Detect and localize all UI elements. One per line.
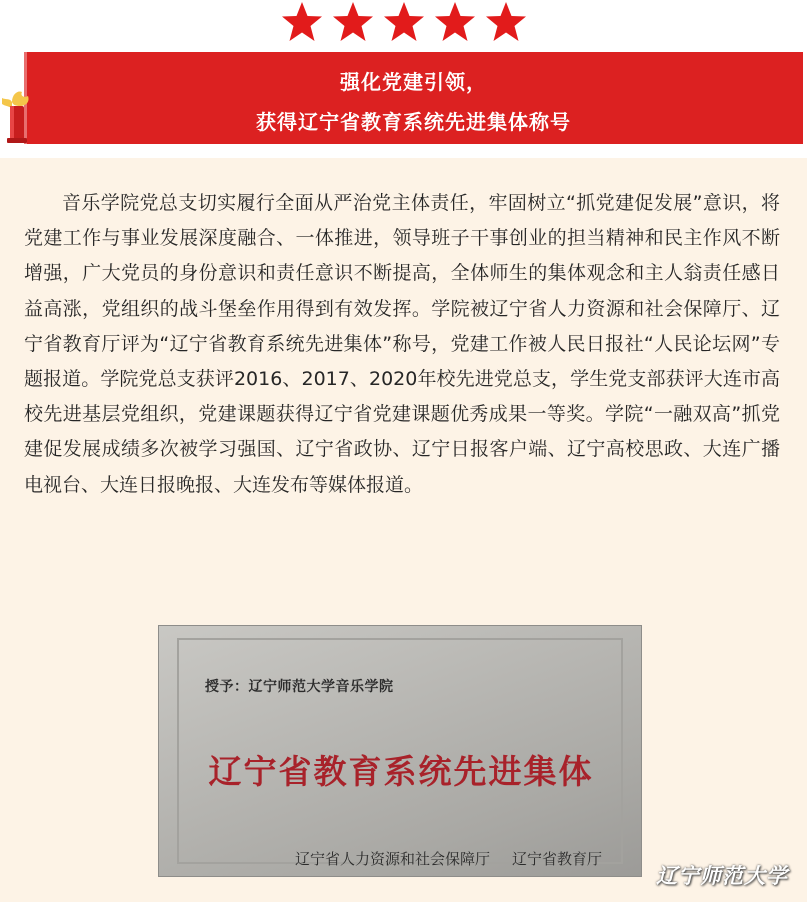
certificate-issuers [295, 848, 624, 869]
banner-title-line2: 获得辽宁省教育系统先进集体称号 [256, 110, 571, 134]
star-icon [433, 0, 477, 44]
star-icon [484, 0, 528, 44]
certificate-recipient: 授予：辽宁师范大学音乐学院 [205, 679, 394, 695]
torch-flag-icon [0, 84, 40, 146]
certificate-issuer: 辽宁省教育厅 [512, 850, 603, 868]
star-row [0, 0, 807, 46]
article-paragraph: 音乐学院党总支切实履行全面从严治党主体责任，牢固树立“抓党建促发展”意识，将党建工作与事业发展深度融合、一体推进，领导班子干事创业的担当精神和民主作风不断增强，广大党员的身份意识和责任意识不断提高，全体师生的集体观念和主人翁责任感日益高涨，党组织的战斗堡垒作用得到有效发挥。学院被辽宁省人力资源和社会保障厅、辽宁省教育厅评为“辽宁省教育系统先进集体”称号，党建工作被人民日报社“人民论坛网”专题报道。学院党总支获评2016、2017、2020年校先进党总支，学生党支部获评大连市高校先进基层党组织，党建课题获得辽宁省党建课题优秀成果一等奖。学院“一融双高”抓党建促发展成绩多次被学习强国、辽宁省政协、辽宁日报客户端、辽宁高校思政、大连广播电视台、大连日报晚报、大连发布等媒体报道。 [24, 192, 780, 496]
certificate-issuer: 辽宁省人力资源和社会保障厅 [295, 850, 491, 868]
university-watermark: 辽宁师范大学 [656, 864, 788, 888]
star-icon [382, 0, 426, 44]
star-icon [280, 0, 324, 44]
certificate-title: 辽宁省教育系统先进集体 [208, 752, 594, 791]
banner-title-line1: 强化党建引领， [340, 70, 487, 94]
certificate-plaque [158, 625, 642, 877]
star-icon [331, 0, 375, 44]
